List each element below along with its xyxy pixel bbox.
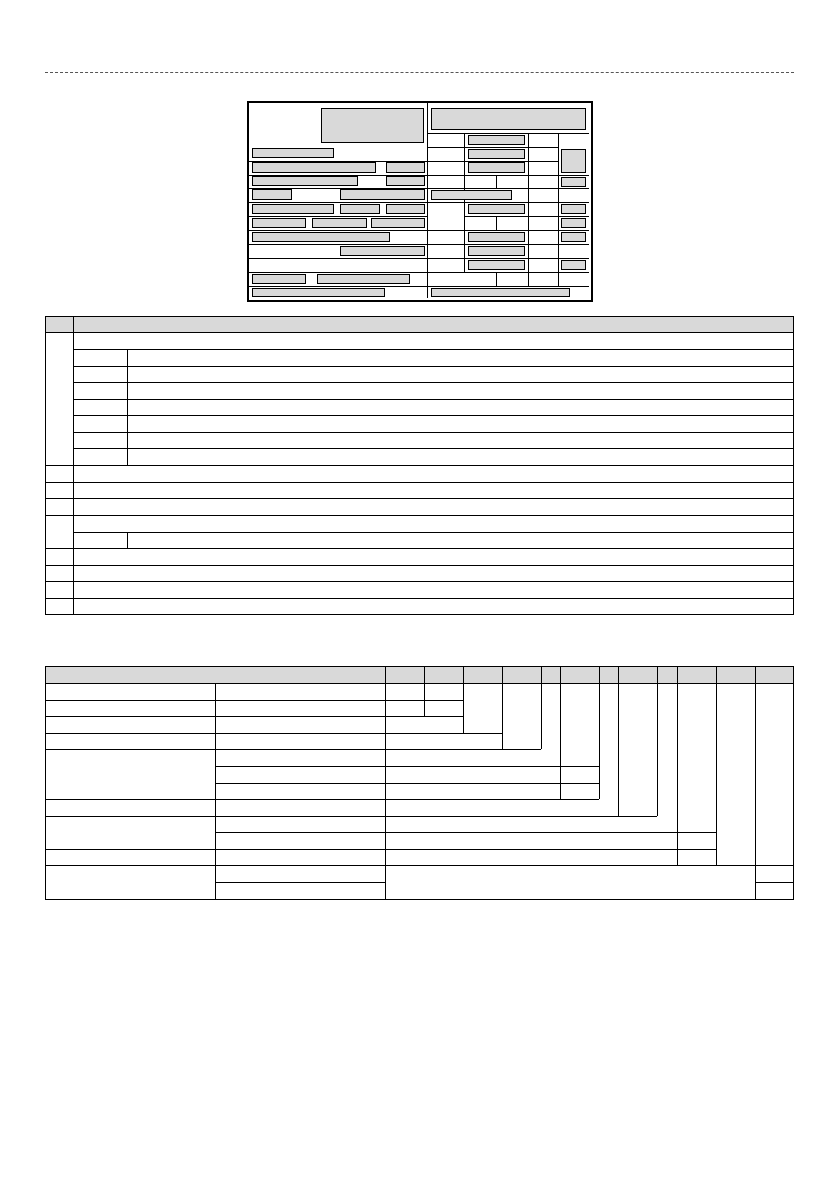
- form-field: [386, 204, 425, 214]
- table-row: [46, 499, 793, 516]
- row-line: [249, 272, 427, 273]
- form-field: [252, 232, 390, 242]
- form-field: [252, 204, 334, 214]
- table-row: [46, 599, 793, 614]
- row-line: [427, 244, 589, 245]
- form-field: [312, 218, 367, 228]
- form-field-logo: [321, 108, 424, 143]
- form-field: [468, 135, 525, 145]
- form-layout-diagram: [247, 101, 593, 302]
- form-field: [317, 274, 410, 284]
- row-line: [427, 133, 589, 134]
- form-field: [371, 218, 425, 228]
- table-row: [46, 566, 793, 582]
- row-line: [249, 230, 427, 231]
- col-line: [496, 216, 497, 230]
- form-field: [386, 162, 425, 173]
- table-row: [46, 466, 793, 483]
- form-field: [561, 177, 586, 187]
- table-row: [73, 400, 793, 416]
- row-line: [464, 216, 589, 217]
- row-line: [427, 258, 589, 259]
- form-field: [340, 189, 425, 200]
- form-field: [252, 218, 306, 228]
- form-field: [252, 148, 334, 158]
- col-line: [528, 133, 529, 286]
- table-row: [73, 516, 793, 533]
- form-field: [468, 162, 525, 173]
- table-row: [46, 533, 793, 549]
- form-field: [431, 288, 570, 297]
- form-field: [468, 260, 525, 270]
- table-header: [46, 317, 793, 333]
- row-line: [427, 272, 589, 273]
- table-row: [73, 383, 793, 400]
- form-field: [386, 176, 425, 186]
- form-field: [431, 190, 512, 200]
- table-row: [73, 416, 793, 433]
- form-field: [468, 232, 525, 242]
- grid-lines: [46, 667, 793, 899]
- row-line: [427, 188, 589, 189]
- row-line: [249, 202, 427, 203]
- table-row: [46, 483, 793, 499]
- form-field: [561, 232, 586, 242]
- section-divider: [45, 72, 794, 73]
- table-row: [73, 350, 793, 367]
- field-description-table: [45, 316, 794, 615]
- row-line: [427, 147, 559, 148]
- row-line: [427, 175, 589, 176]
- form-field: [561, 204, 586, 214]
- form-field: [468, 149, 525, 159]
- form-field: [252, 274, 306, 284]
- form-field: [561, 260, 586, 270]
- row-line: [249, 286, 427, 287]
- table-row: [46, 549, 793, 566]
- form-field: [340, 246, 425, 256]
- row-line: [249, 216, 427, 217]
- row-line: [249, 258, 427, 259]
- form-field: [561, 218, 586, 228]
- form-field-title: [431, 108, 586, 130]
- row-line: [427, 286, 589, 287]
- table-row: [73, 333, 793, 350]
- col-line: [496, 272, 497, 286]
- table-row: [46, 449, 793, 466]
- row-line: [427, 202, 589, 203]
- row-line: [427, 230, 589, 231]
- header-cell: [73, 317, 793, 332]
- form-field: [561, 149, 586, 173]
- applicability-grid-table: [45, 666, 794, 900]
- form-field: [252, 162, 376, 173]
- table-row: [46, 582, 793, 599]
- form-field: [468, 204, 525, 214]
- form-field: [340, 204, 380, 214]
- table-row: [73, 433, 793, 449]
- form-field: [252, 176, 358, 186]
- table-row: [73, 367, 793, 383]
- col-line: [558, 133, 559, 286]
- form-field: [468, 246, 525, 256]
- form-field: [252, 288, 385, 297]
- row-line: [249, 244, 427, 245]
- col-line: [496, 175, 497, 188]
- form-field: [252, 189, 292, 200]
